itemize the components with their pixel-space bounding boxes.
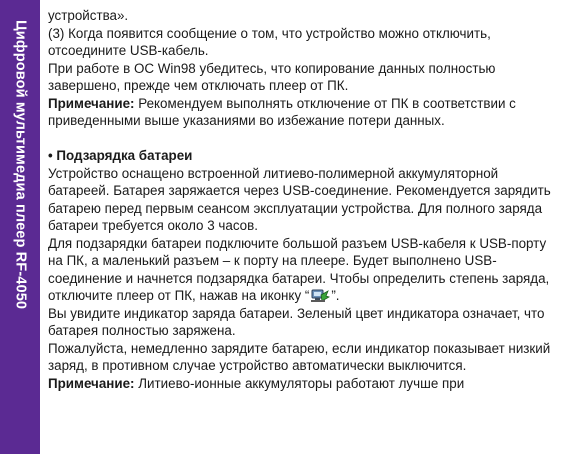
note-label: Примечание:: [48, 375, 135, 391]
charging-text-end: ”.: [331, 288, 340, 303]
paragraph-charging: [48, 235, 558, 305]
paragraph-continuation: устройства».: [48, 8, 129, 23]
sidebar-title: Цифровой мультимедиа плеер RF-4050: [12, 20, 29, 310]
paragraph-win98: При работе в ОС Win98 убедитесь, что копирование данных полностью завершено, прежде чем отключать плеер от ПК.: [48, 60, 496, 93]
note-text: Литиево-ионные аккумуляторы работают лучше при: [134, 375, 465, 391]
paragraph-indicator: Вы увидите индикатор заряда батареи. Зеленый цвет индикатора означает, что батарея полностью заряжена.: [48, 305, 545, 338]
section-heading: [48, 147, 558, 165]
paragraph-battery-intro: Устройство оснащено встроенной литиево-полимерной аккумуляторной батареей. Батарея заряжается через USB-соединение. Рекомендуется зарядить батарею перед первым сеансом эксплуатации устройства. Для полного заряда батареи требуется около 3 часов.: [48, 165, 551, 233]
note-lithium: [48, 375, 558, 393]
safely-remove-hardware-icon: [310, 288, 330, 303]
paragraph-low-charge: Пожалуйста, немедленно зарядите батарею, если индикатор показывает низкий заряд, в противном случае устройство автоматически выключится.: [48, 340, 551, 373]
note-text: Рекомендуем выполнять отключение от ПК в соответствии с приведенными выше указаниями во избежание потери данных.: [48, 95, 516, 128]
section-heading-text: • Подзарядка батареи: [48, 148, 193, 163]
charging-text: Для подзарядки батареи подключите большой разъем USB-кабеля к USB-порту на ПК, а маленький разъем – к порту на плеере. Будет выполнено USB-соединение и начнется подзарядка батареи. Чтобы определить степень заряда, отключите плеер от ПК, нажав на иконку “: [48, 235, 550, 303]
paragraph-step-3: (3) Когда появится сообщение о том, что устройство можно отключить, отсоедините USB-кабель.: [48, 25, 491, 58]
note-label: Примечание:: [48, 95, 135, 111]
page-content: [48, 7, 558, 392]
sidebar-band: [0, 0, 40, 454]
paragraph-gap: [48, 130, 558, 148]
note-disconnect: [48, 95, 558, 130]
